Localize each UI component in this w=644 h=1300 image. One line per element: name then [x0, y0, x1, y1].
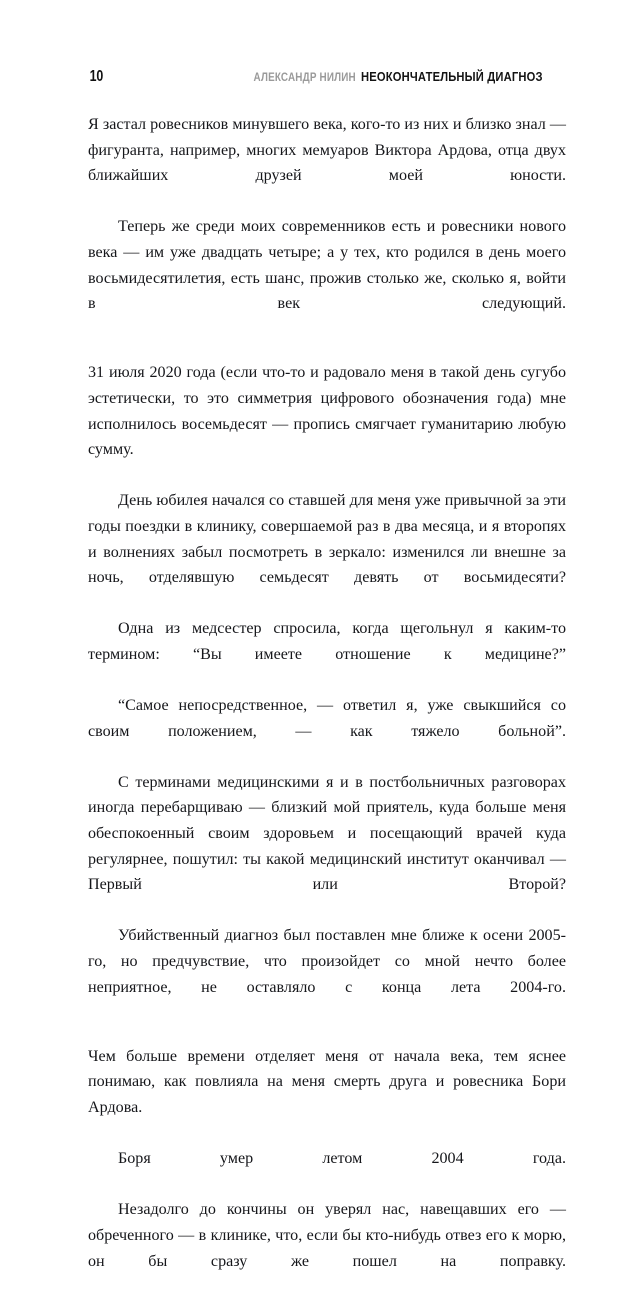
paragraph: Боря умер летом 2004 года.	[118, 1150, 566, 1168]
paragraph: Чем больше времени отделяет меня от начала века, тем яснее понимаю, как повлияла на меня смерть друга и ровесника Бори Ардова.	[88, 1047, 566, 1116]
paragraph: День юбилея начался со ставшей для меня уже привычной за эти годы поездки в клинику, совершаемой раз в два месяца, и я второпях и волнениях забыл посмотреть в зеркало: изменился ли внешне за ночь, отделявшую семьдесят девять от восьмидесяти?	[88, 492, 566, 587]
text-section	[88, 1044, 566, 1300]
paragraph: Убийственный диагноз был поставлен мне ближе к осени 2005-го, но предчувствие, что произойдет со мной нечто более неприятное, не оставляло с конца лета 2004-го.	[88, 927, 566, 996]
paragraph: Теперь же среди моих современников есть и ровесники нового века — им уже двадцать четыре; а у тех, кто родился в день моего восьмидесятилетия, есть шанс, прожив столько же, сколько я, войти в век следующий.	[88, 218, 566, 313]
paragraph: 31 июля 2020 года (если что-то и радовало меня в такой день сугубо эстетически, то это симметрия цифрового обозначения года) мне исполнилось восемьдесят — пропись смягчает гуманитарию любую сумму.	[88, 364, 566, 459]
text-section	[88, 112, 566, 342]
body-text-block	[88, 112, 566, 1300]
running-head-book-title: НЕОКОНЧАТЕЛЬНЫЙ ДИАГНОЗ	[360, 69, 543, 84]
paragraph: Незадолго до кончины он уверял нас, навещавших его — обреченного — в клинике, что, если бы кто-нибудь отвез его к морю, он бы сразу же пошел на поправку.	[88, 1201, 566, 1270]
running-head-title-group	[253, 69, 542, 84]
paragraph: “Самое непосредственное, — ответил я, уже свыкшийся со своим положением, — как тяжело больной”.	[88, 697, 566, 740]
page-number: 10	[89, 68, 103, 85]
running-head-author: АЛЕКСАНДР НИЛИН	[253, 72, 356, 84]
paragraph: Одна из медсестер спросила, когда щегольнул я каким-то термином: “Вы имеете отношение к медицине?”	[88, 620, 566, 663]
paragraph: С терминами медицинскими я и в постбольничных разговорах иногда перебарщиваю — близкий мой приятель, куда больше меня обеспокоенный своим здоровьем и посещающий врачей куда регулярнее, пошутил: ты какой медицинский институт оканчивал — Первый или Второй?	[88, 773, 566, 894]
running-header	[88, 68, 566, 90]
paragraph: Я застал ровесников минувшего века, кого-то из них и близко знал — фигуранта, например, многих мемуаров Виктора Ардова, отца двух ближайших друзей моей юности.	[88, 116, 566, 185]
text-section	[88, 360, 566, 1025]
